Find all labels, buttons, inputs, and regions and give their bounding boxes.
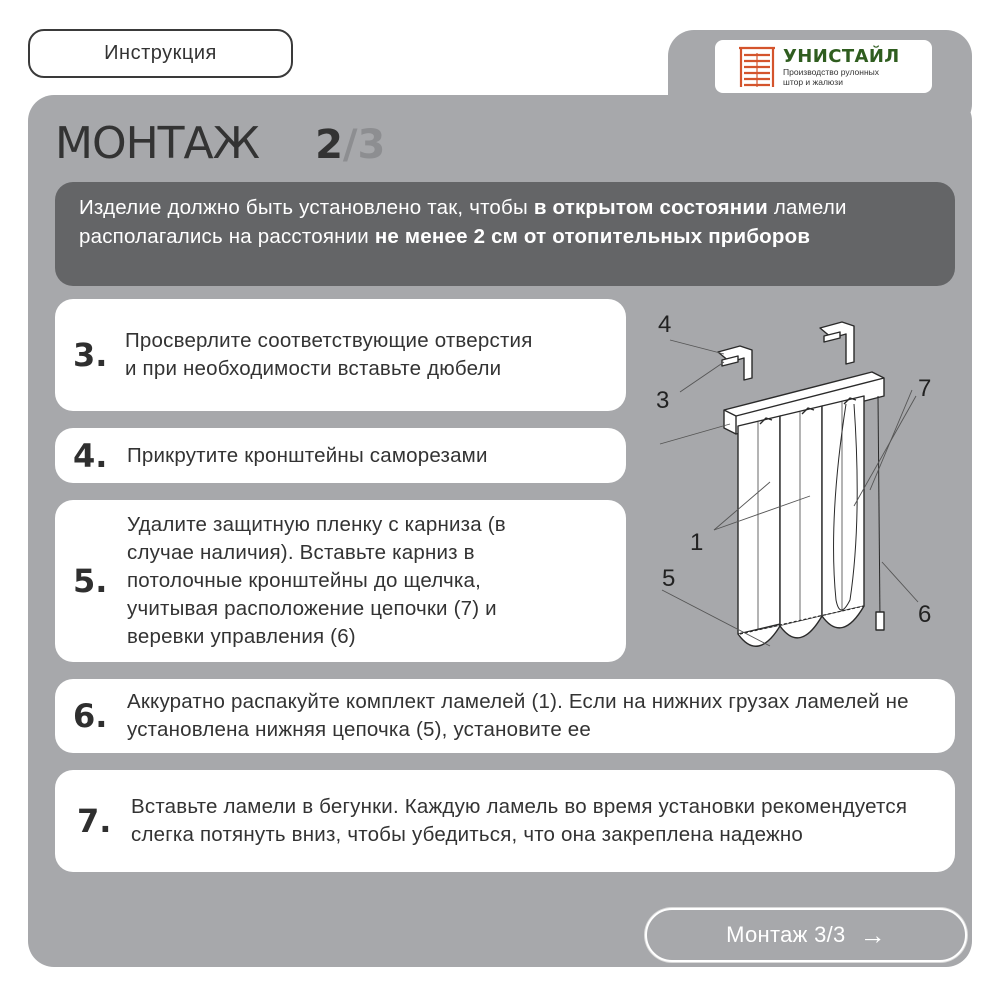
page-counter-total: 3 <box>357 122 386 168</box>
step-text-5: Удалите защитную пленку с карниза (в случае наличия). Вставьте карниз в потолочные кронштейны до щелчка, учитывая расположение цепочки (7) и веревки управления (6) <box>127 513 506 648</box>
diagram-label-4: 4 <box>658 311 672 338</box>
step-text-7: Вставьте ламели в бегунки. Каждую ламель во время установки рекомендуется слегка потянуть вниз, чтобы убедиться, что она закреплена надежно <box>131 795 908 846</box>
step-number-6: 6. <box>73 697 108 735</box>
brand-name: УНИСТАЙЛ <box>783 45 900 67</box>
brand-logo <box>715 40 932 93</box>
page-title-word: МОНТАЖ <box>55 118 260 169</box>
step-card-3 <box>55 299 626 411</box>
step-card-4 <box>55 428 626 483</box>
diagram-label-6: 6 <box>918 601 932 628</box>
diagram-label-1: 1 <box>690 529 704 556</box>
blinds-logo-icon <box>737 45 777 89</box>
notice-box <box>55 182 955 286</box>
step-number-3: 3. <box>73 336 108 374</box>
step-text-3: Просверлите соответствующие отверстия и при необходимости вставьте дюбели <box>125 329 533 380</box>
notice-bold-1: в открытом состоянии <box>533 196 768 219</box>
next-page-label: Монтаж 3/3 <box>726 922 846 947</box>
page-counter-current: 2 <box>315 122 343 168</box>
notice-text-2: ламели располагались на расстоянии <box>79 196 847 248</box>
step-card-6 <box>55 679 955 753</box>
notice-text-1: Изделие должно быть установлено так, чтобы <box>79 196 534 219</box>
brand-subtitle-1: Производство рулонных <box>783 66 880 77</box>
step-text-4: Прикрутите кронштейны саморезами <box>127 443 488 467</box>
step-card-5 <box>55 500 626 662</box>
next-page-button[interactable] <box>645 908 967 962</box>
vertical-blinds-diagram <box>640 300 960 670</box>
step-number-7: 7. <box>77 802 112 840</box>
notice-bold-2: не менее 2 см от отопительных приборов <box>374 224 811 248</box>
page-counter <box>315 122 385 168</box>
instruction-tag <box>28 29 293 78</box>
page-counter-slash: / <box>342 122 358 168</box>
step-number-4: 4. <box>73 436 108 475</box>
brand-subtitle-2: штор и жалюзи <box>783 76 843 87</box>
step-card-7 <box>55 770 955 872</box>
step-text-6: Аккуратно распакуйте комплект ламелей (1). Если на нижних грузах ламелей не установлена нижняя цепочка (5), установите ее <box>127 690 909 741</box>
arrow-right-icon: → <box>859 920 886 950</box>
page-title <box>55 118 385 178</box>
diagram-label-7: 7 <box>918 375 932 402</box>
instruction-tag-label: Инструкция <box>104 42 217 64</box>
step-number-5: 5. <box>73 562 108 600</box>
diagram-label-3: 3 <box>656 387 670 414</box>
diagram-label-5: 5 <box>662 565 676 592</box>
